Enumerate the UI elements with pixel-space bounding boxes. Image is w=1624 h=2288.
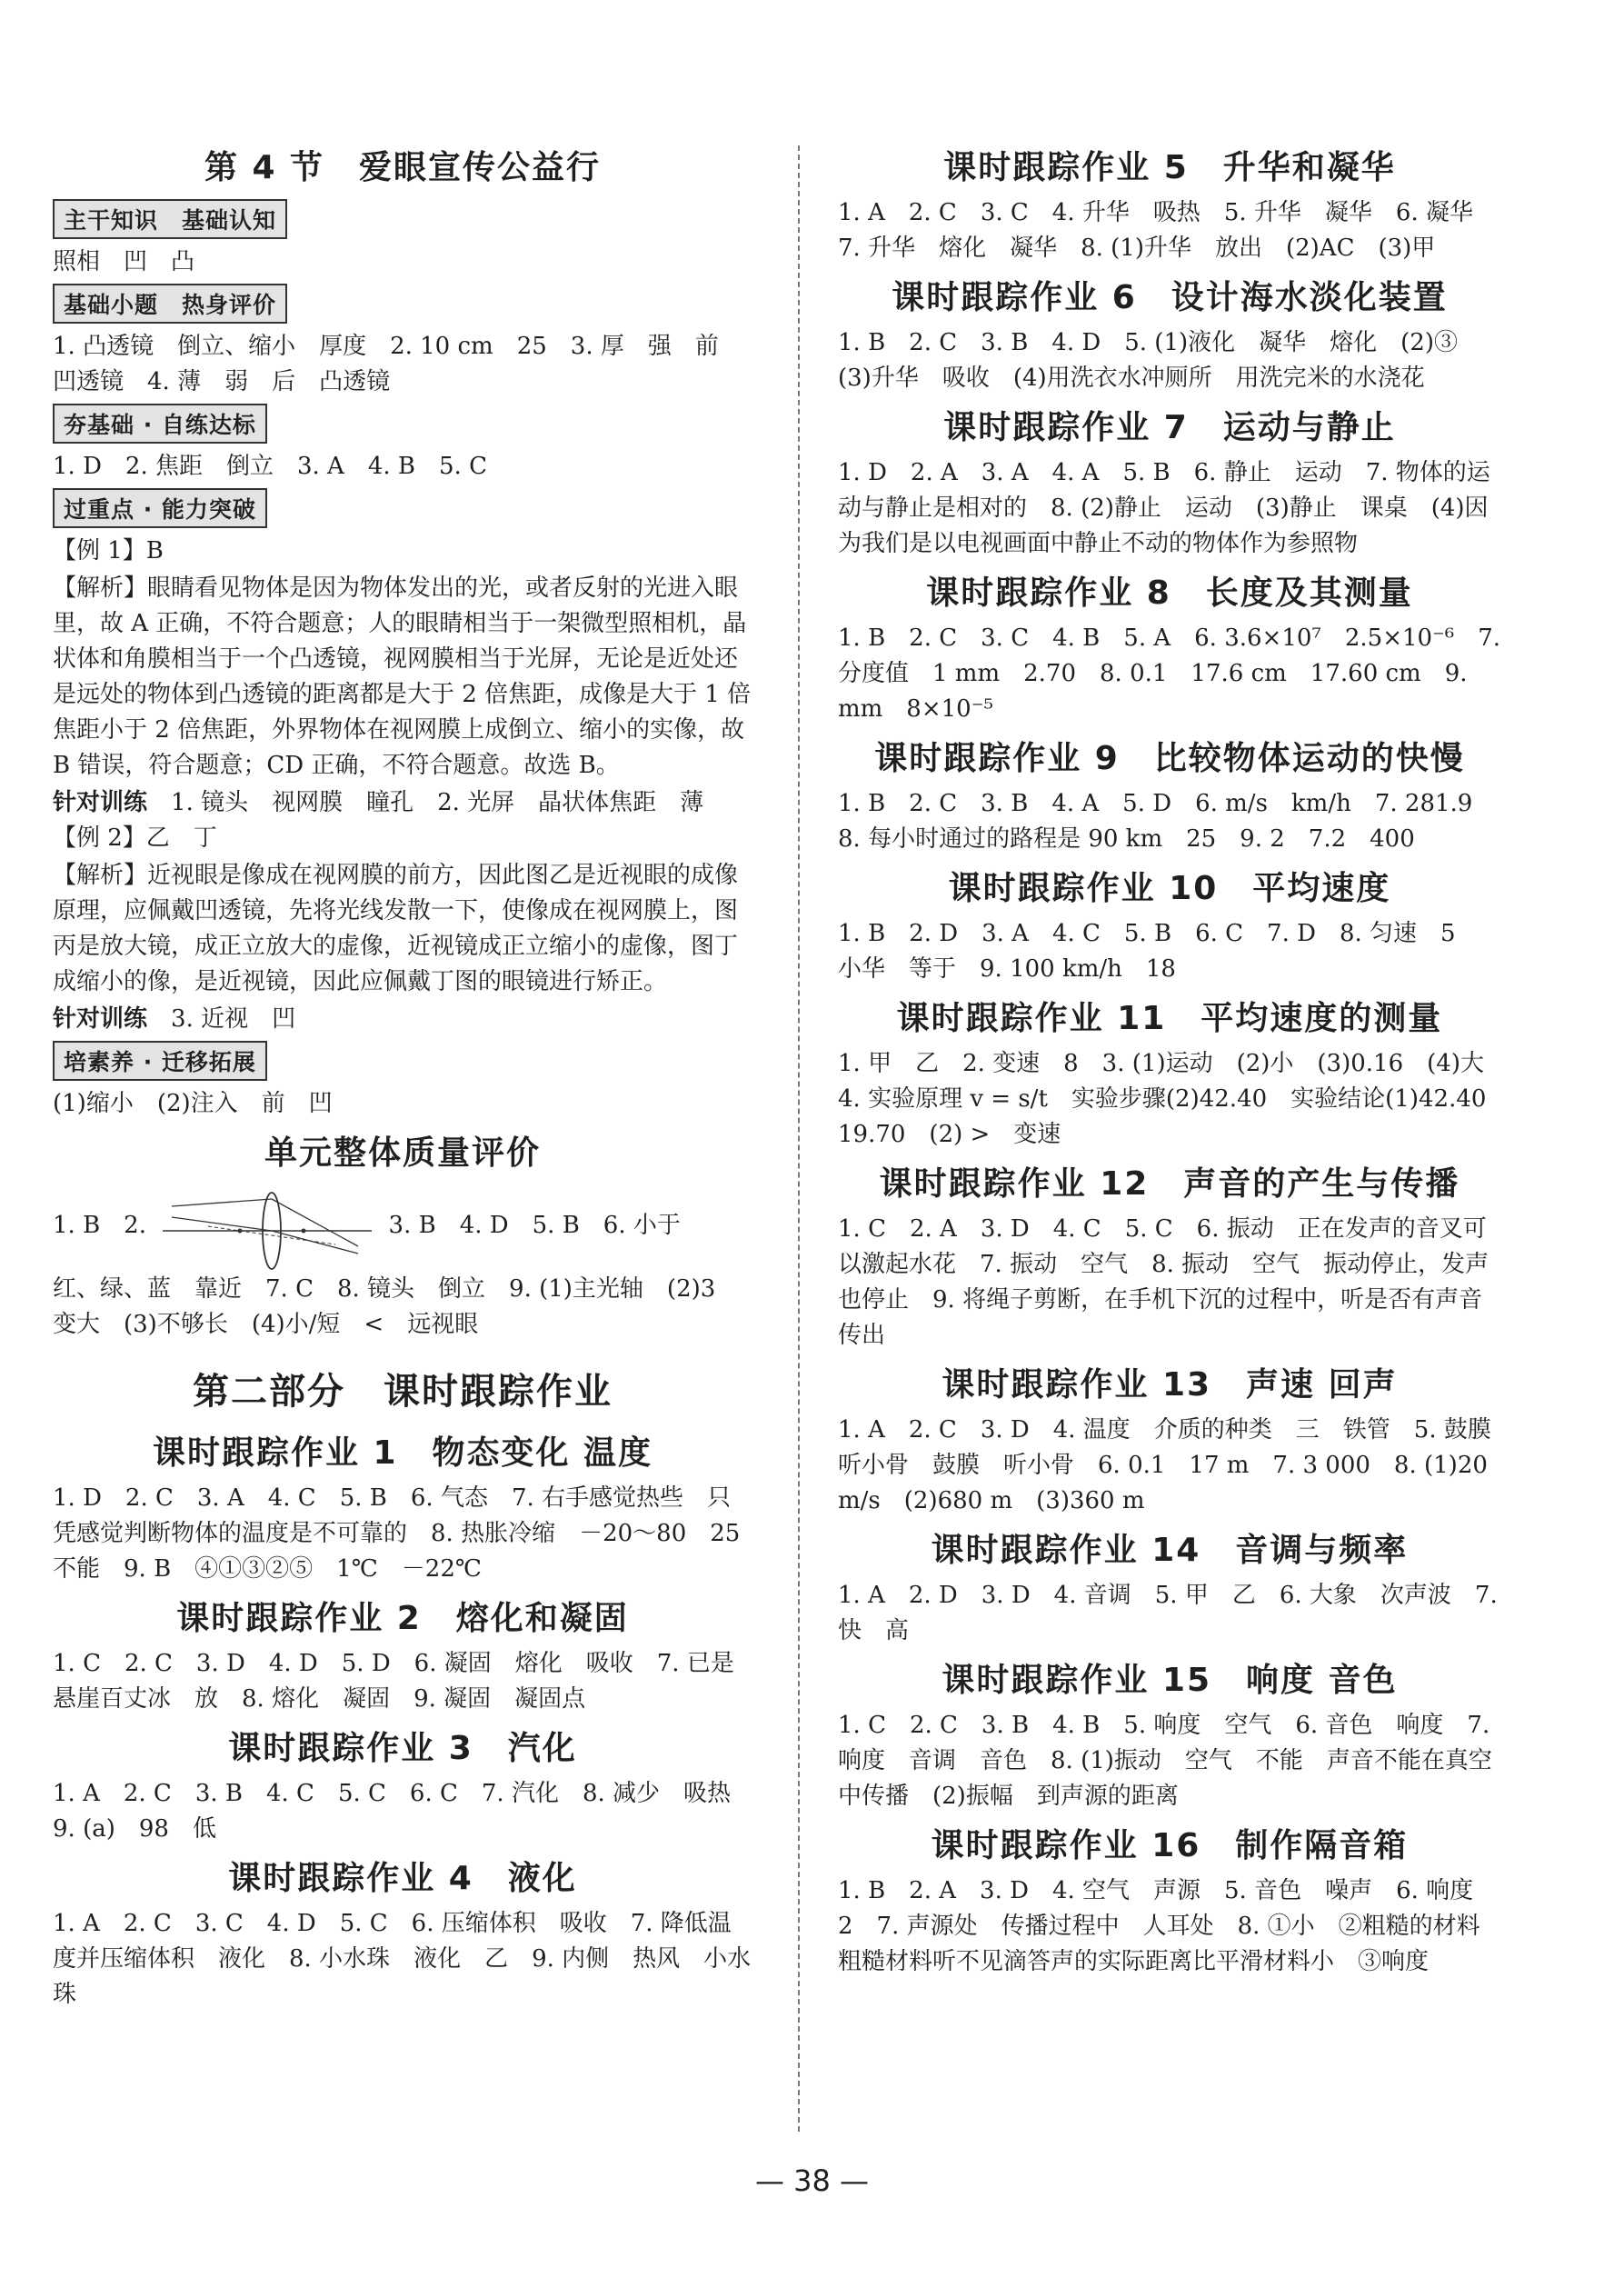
homework-title: 课时跟踪作业 2 熔化和凝固 — [176, 1600, 629, 1637]
homework-title: 课时跟踪作业 15 响度 音色 — [942, 1662, 1398, 1699]
analysis-paragraph: 【解析】近视眼是像成在视网膜的前方，因此图乙是近视眼的成像原理，应佩戴凹透镜，先将光线发散一下，使像成在视网膜上，图丙是放大镜，成正立放大的虚像，近视镜成正立缩小的虚像，图丁成缩小的像，是近视镜，因此应佩戴丁图的眼镜进行矫正。 — [53, 862, 739, 995]
homework-answers: 1. C 2. C 3. D 4. D 5. D 6. 凝固 熔化 吸收 7. 已是悬崖百丈冰 放 8. 熔化 凝固 9. 凝固 凝固点 — [53, 1650, 734, 1713]
homework-title: 课时跟踪作业 3 汽化 — [228, 1730, 577, 1767]
training-text: 3. 近视 凹 — [171, 1005, 296, 1033]
unit-answer-line: 变大 (3)不够长 (4)小/短 < 远视眼 — [53, 1311, 479, 1338]
homework-answers: 1. A 2. C 3. D 4. 温度 介质的种类 三 铁管 5. 鼓膜 听小骨 鼓膜 听小骨 6. 0.1 17 m 7. 3 000 8. (1)20 m/s (2)680 m (3)360 m — [838, 1416, 1515, 1514]
training-label: 针对训练 — [53, 1005, 148, 1033]
homework-title: 课时跟踪作业 4 液化 — [228, 1860, 577, 1897]
answer-line: 凹透镜 4. 薄 弱 后 凸透镜 — [53, 368, 391, 395]
training-label: 针对训练 — [53, 789, 148, 816]
answer-line: 1. D 2. 焦距 倒立 3. A 4. B 5. C — [53, 453, 487, 480]
homework-title: 课时跟踪作业 6 设计海水淡化装置 — [892, 279, 1448, 316]
unit-answer-rest: 3. B 4. D 5. B 6. 小于 — [388, 1212, 681, 1239]
page-number: — 38 — — [754, 2163, 870, 2198]
homework-answers: 1. B 2. C 3. B 4. D 5. (1)液化 凝华 熔化 (2)③ (3)升华 吸收 (4)用洗衣水冲厕所 用洗完米的水浇花 — [838, 329, 1481, 392]
homework-answers: 1. 甲 乙 2. 变速 8 3. (1)运动 (2)小 (3)0.16 (4)大 4. 实验原理 v = s/t 实验步骤(2)42.40 实验结论(1)42.40 19.70 (2) > 变速 — [838, 1050, 1510, 1148]
homework-title: 课时跟踪作业 5 升华和凝华 — [943, 149, 1396, 186]
homework-answers: 1. A 2. D 3. D 4. 音调 5. 甲 乙 6. 大象 次声波 7. 快 高 — [838, 1582, 1498, 1644]
lens-ray-diagram — [154, 1181, 381, 1272]
right-column — [838, 136, 1515, 1982]
homework-title: 课时跟踪作业 10 平均速度 — [948, 870, 1391, 907]
training-text: 1. 镜头 视网膜 瞳孔 2. 光屏 晶状体焦距 薄 — [171, 789, 704, 816]
unit-title: 单元整体质量评价 — [264, 1134, 541, 1172]
unit-answer-line: 红、绿、蓝 靠近 7. C 8. 镜头 倒立 9. (1)主光轴 (2)3 — [53, 1275, 716, 1303]
homework-answers: 1. D 2. C 3. A 4. C 5. B 6. 气态 7. 右手感觉热些 只凭感觉判断物体的温度是不可靠的 8. 热胀冷缩 －20～80 25 不能 9. B ④①③②⑤ 1℃ －22℃ — [53, 1484, 764, 1583]
homework-answers: 1. B 2. D 3. A 4. C 5. B 6. C 7. D 8. 匀速 5 小华 等于 9. 100 km/h 18 — [838, 920, 1480, 983]
left-column — [53, 136, 764, 2014]
example-answer: 【例 2】乙 丁 — [53, 824, 217, 852]
training-line — [53, 785, 752, 821]
analysis-paragraph: 【解析】眼睛看见物体是因为物体发出的光，或者反射的光进入眼里，故 A 正确，不符合题意；人的眼睛相当于一架微型照相机，晶状体和角膜相当于一个凸透镜，视网膜相当于光屏，无论是近处还是远处的物体到凸透镜的距离都是大于 2 倍焦距，成像是大于 1 倍焦距小于 2 倍焦距，外界物体在视网膜上成倒立、缩小的实像，故 B 错误，符合题意；CD 正确，不符合题意。故选 B。 — [53, 574, 752, 779]
homework-answers: 1. A 2. C 3. B 4. C 5. C 6. C 7. 汽化 8. 减少 吸热 9. (a) 98 低 — [53, 1780, 755, 1843]
homework-title: 课时跟踪作业 9 比较物体运动的快慢 — [874, 740, 1465, 777]
homework-answers: 1. B 2. C 3. B 4. A 5. D 6. m/s km/h 7. 281.9 8. 每小时通过的路程是 90 km 25 9. 2 7.2 400 — [838, 790, 1497, 853]
homework-title: 课时跟踪作业 1 物态变化 温度 — [152, 1434, 653, 1472]
homework-answers: 1. B 2. C 3. C 4. B 5. A 6. 3.6×10⁷ 2.5×10⁻⁶ 7. 分度值 1 mm 2.70 8. 0.1 17.6 cm 17.60 cm 9. mm 8×10⁻⁵ — [838, 624, 1501, 723]
subsection-box: 基础小题 热身评价 — [53, 284, 287, 324]
homework-answers: 1. B 2. A 3. D 4. 空气 声源 5. 音色 噪声 6. 响度 2 7. 声源处 传播过程中 人耳处 8. ①小 ②粗糙的材料 粗糙材料听不见滴答声的实际距离比平滑材料小 ③响度 — [838, 1877, 1504, 1975]
subsection-box: 主干知识 基础认知 — [53, 199, 287, 239]
column-divider — [798, 145, 800, 2132]
subsection-box: 夯基础 · 自练达标 — [53, 404, 267, 444]
homework-answers: 1. D 2. A 3. A 4. A 5. B 6. 静止 运动 7. 物体的运动与静止是相对的 8. (2)静止 运动 (3)静止 课桌 (4)因为我们是以电视画面中静止不动的物体作为参照物 — [838, 459, 1490, 557]
training-line — [53, 1002, 752, 1037]
subsection-box: 过重点 · 能力突破 — [53, 488, 267, 528]
homework-answers: 1. A 2. C 3. C 4. 升华 吸热 5. 升华 凝华 6. 凝华 7. 升华 熔化 凝华 8. (1)升华 放出 (2)AC (3)甲 — [838, 199, 1498, 262]
homework-answers: 1. C 2. C 3. B 4. B 5. 响度 空气 6. 音色 响度 7. 响度 音调 音色 8. (1)振动 空气 不能 声音不能在真空中传播 (2)振幅 到声源的距离 — [838, 1712, 1492, 1810]
answer-line: 1. 凸透镜 倒立、缩小 厚度 2. 10 cm 25 3. 厚 强 前 — [53, 333, 719, 360]
section-title: 第 4 节 爱眼宣传公益行 — [204, 149, 602, 186]
homework-title: 课时跟踪作业 14 音调与频率 — [931, 1532, 1409, 1569]
subsection-box: 培素养 · 迁移拓展 — [53, 1041, 267, 1081]
homework-title: 课时跟踪作业 12 声音的产生与传播 — [879, 1165, 1460, 1203]
homework-title: 课时跟踪作业 11 平均速度的测量 — [896, 1000, 1443, 1037]
unit-answer-line — [53, 1181, 752, 1272]
homework-answers: 1. A 2. C 3. C 4. D 5. C 6. 压缩体积 吸收 7. 降低温度并压缩体积 液化 8. 小水珠 液化 乙 9. 内侧 热风 小水珠 — [53, 1910, 752, 2008]
example-answer: 【例 1】B — [53, 537, 164, 565]
homework-title: 课时跟踪作业 16 制作隔音箱 — [931, 1827, 1409, 1864]
homework-title: 课时跟踪作业 13 声速 回声 — [942, 1366, 1398, 1404]
unit-answer-start: 1. B 2. — [53, 1212, 146, 1239]
homework-title: 课时跟踪作业 8 长度及其测量 — [926, 574, 1413, 612]
answer-line: 照相 凹 凸 — [53, 248, 195, 275]
part-title: 第二部分 课时跟踪作业 — [193, 1371, 613, 1413]
answer-line: (1)缩小 (2)注入 前 凹 — [53, 1090, 333, 1117]
homework-title: 课时跟踪作业 7 运动与静止 — [943, 409, 1396, 446]
homework-answers: 1. C 2. A 3. D 4. C 5. C 6. 振动 正在发声的音叉可以激起水花 7. 振动 空气 8. 振动 空气 振动停止，发声也停止 9. 将绳子剪断，在手机下沉的过程中，听是否有声音传出 — [838, 1215, 1489, 1349]
